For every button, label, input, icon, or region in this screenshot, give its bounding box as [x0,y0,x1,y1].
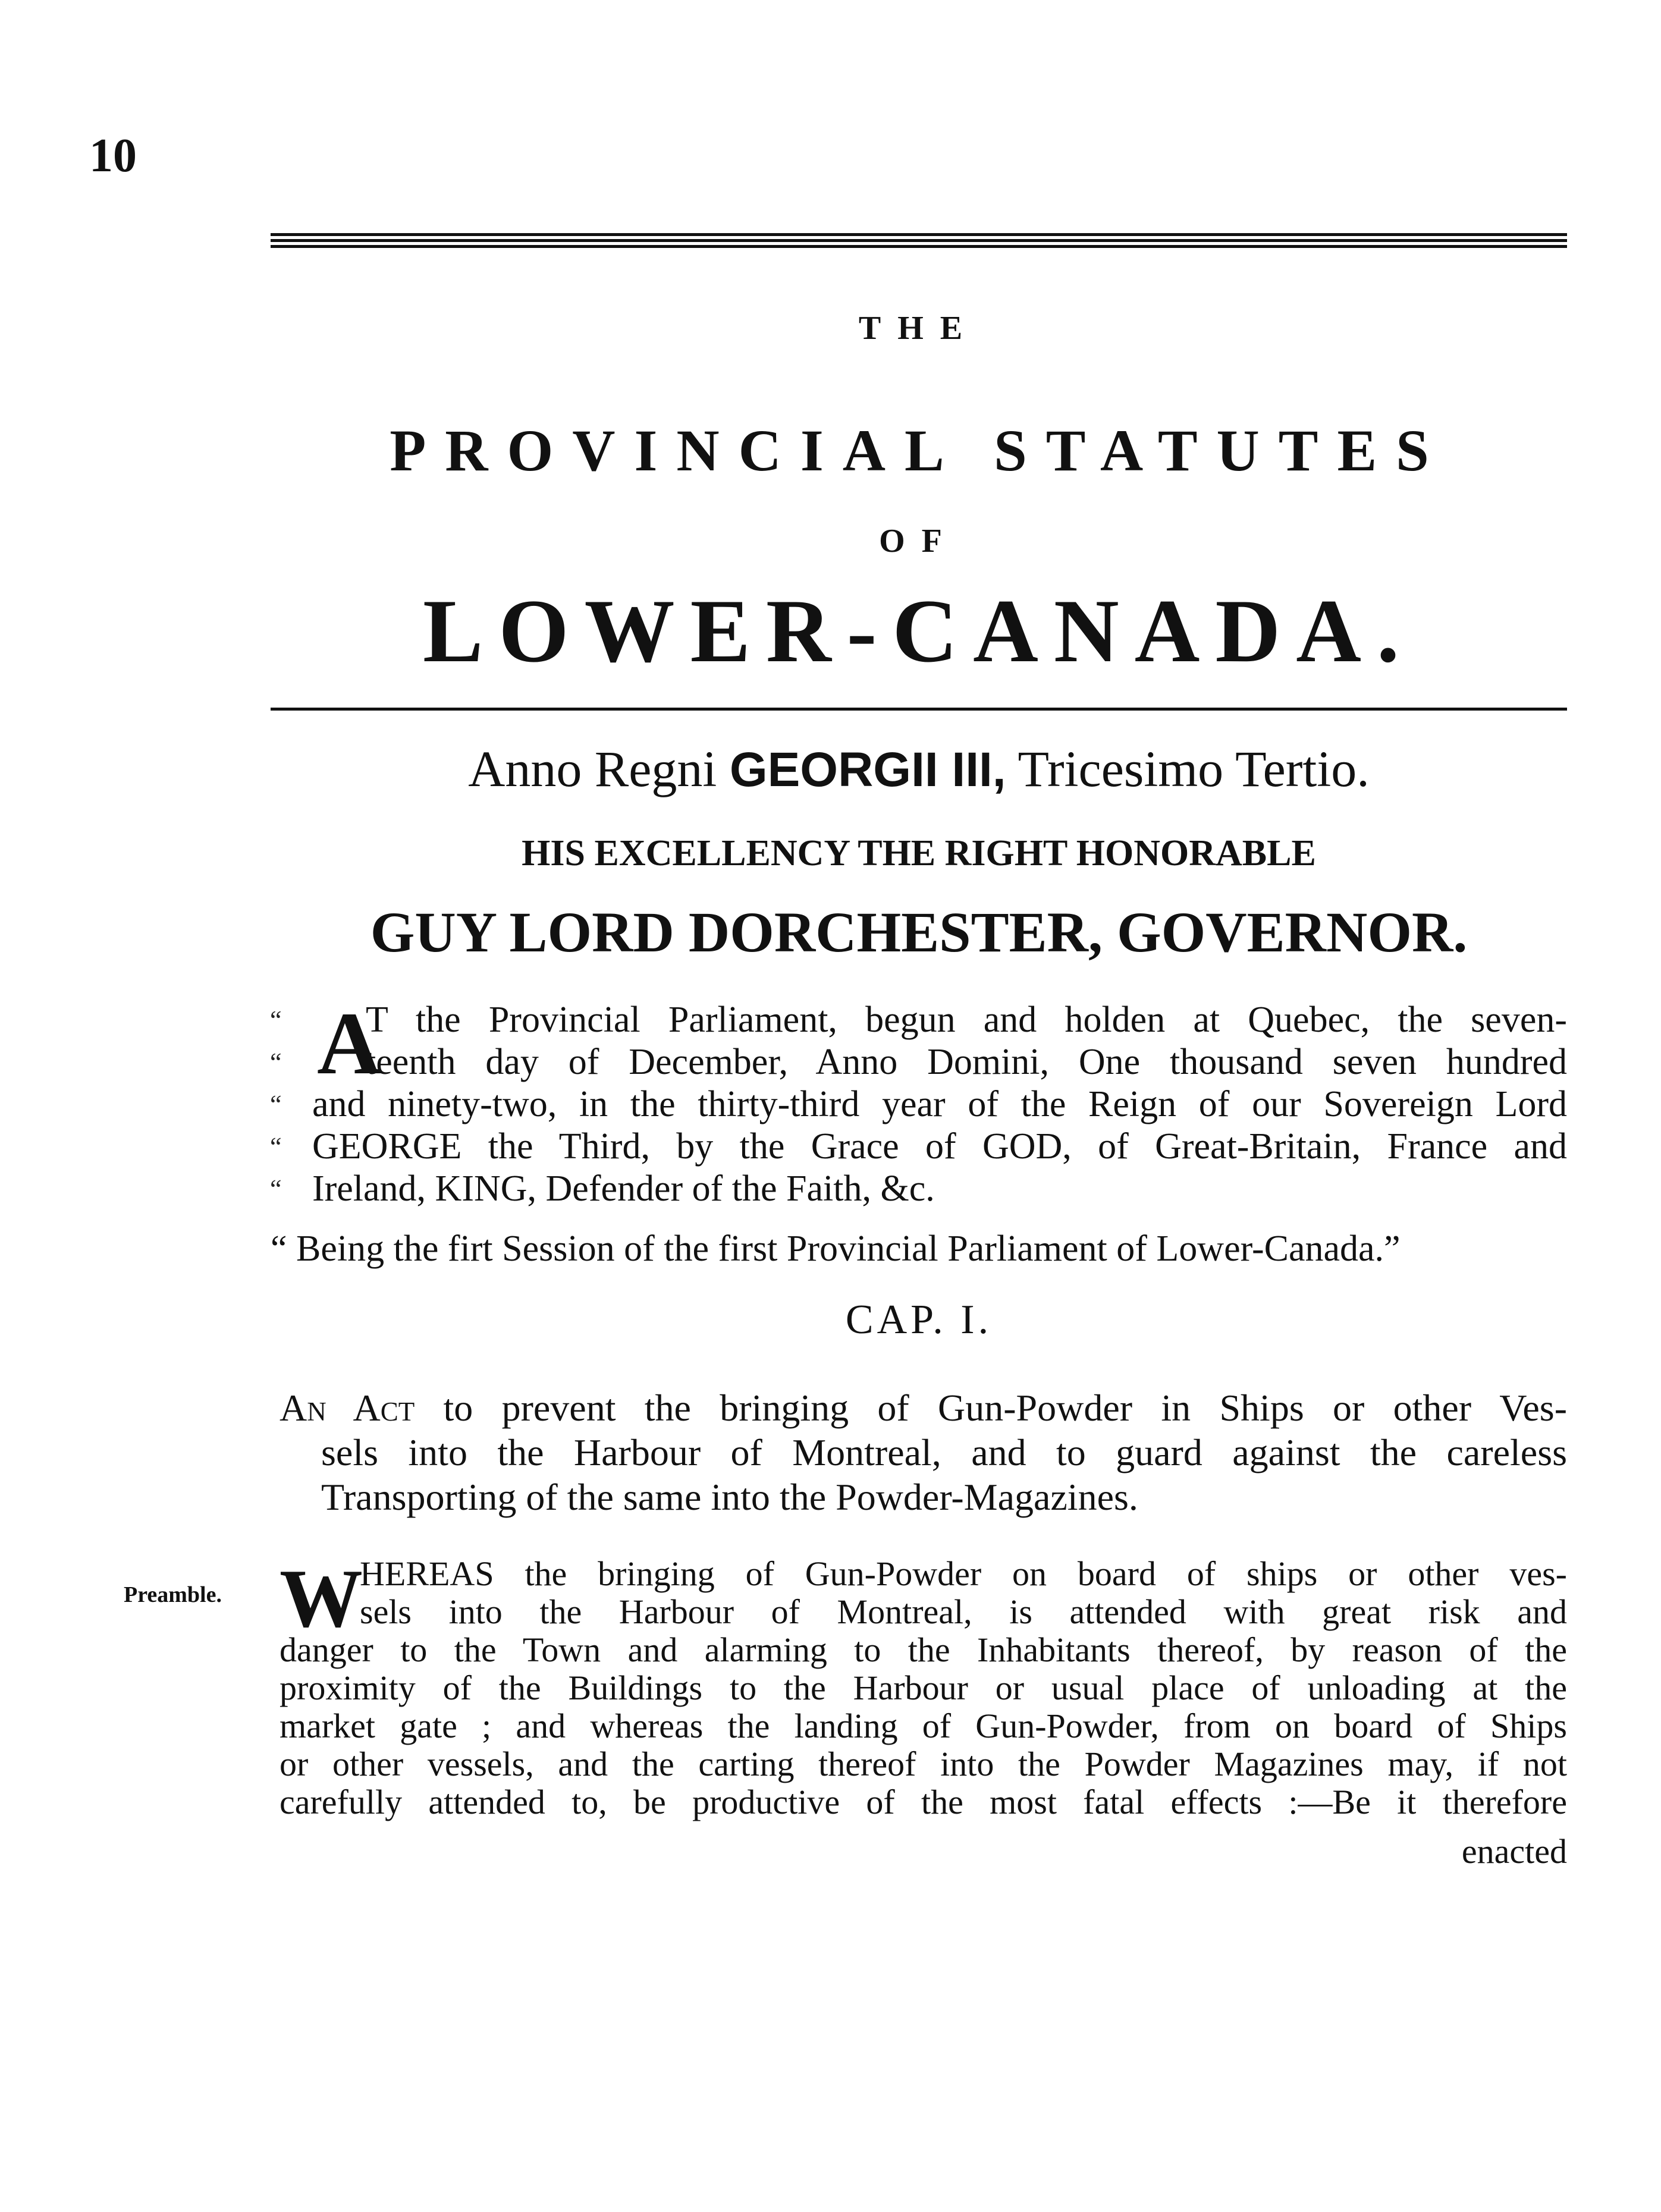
opening-line: and ninety-two, in the thirty-third year of the Reign of our Sovereign Lord [312,1084,1567,1124]
anno-prefix: Anno Regni [468,740,717,797]
title-provincial-statutes: PROVINCIAL STATUTES [390,417,1448,483]
anno-suffix: Tricesimo Tertio. [1018,740,1370,797]
whereas-line: danger to the Town and alarming to the Inhabitants thereof, by reason of the [280,1630,1567,1669]
title-the: THE [858,310,979,347]
whereas-line: proximity of the Buildings to the Harbour or usual place of unloading at the [280,1669,1567,1707]
anno-georgii: GEORGII III, [729,743,1006,797]
quote-mark: “ [270,1174,282,1204]
act-line: sels into the Harbour of Montreal, and to guard against the careless [321,1431,1567,1473]
top-double-rule [271,233,1567,253]
quote-mark: “ [270,1006,282,1035]
title-rule [271,708,1567,711]
whereas-paragraph [280,1555,1567,1821]
session-line: “ Being the firt Session of the first Provincial Parliament of Lower-Canada.” [271,1228,1401,1269]
whereas-line: or other vessels, and the carting thereof into the Powder Magazines may, if not [280,1745,1567,1783]
whereas-line: market gate ; and whereas the landing of Gun-Powder, from on board of Ships [280,1707,1567,1745]
act-lead: An Act [280,1387,415,1429]
opening-paragraph [270,994,1567,1210]
drop-cap-w: W [280,1553,363,1645]
whereas-line: sels into the Harbour of Montreal, is attended with great risk and [360,1592,1567,1631]
quote-mark: “ [270,1090,282,1119]
whereas-line: HEREAS the bringing of Gun-Powder on board of ships or other ves- [360,1554,1567,1593]
opening-line: GEORGE the Third, by the Grace of GOD, of Great-Britain, France and [312,1126,1567,1167]
quote-mark: “ [270,1048,282,1077]
opening-line: T the Provincial Parliament, begun and holden at Quebec, the seven- [366,1000,1567,1040]
whereas-line: carefully attended to, be productive of the most fatal effects :—Be it therefore [280,1783,1567,1821]
anno-regni-line [271,740,1567,797]
opening-line: Ireland, KING, Defender of the Faith, &c. [312,1168,935,1209]
chapter-heading: CAP. I. [845,1297,993,1343]
act-line: Transporting of the same into the Powder-Magazines. [321,1476,1138,1518]
opening-line: teenth day of December, Anno Domini, One thousand seven hundred [366,1042,1567,1082]
governor-line: GUY LORD DORCHESTER, GOVERNOR. [370,900,1468,964]
title-lower-canada: LOWER-CANADA. [423,581,1415,681]
page-number: 10 [89,130,137,182]
act-title [280,1385,1567,1519]
excellency-line: HIS EXCELLENCY THE RIGHT HONORABLE [522,833,1316,874]
margin-note-preamble: Preamble. [124,1582,222,1607]
act-line: An Act to prevent the bringing of Gun-Powder in Ships or other Ves- [280,1387,1568,1429]
quote-mark: “ [270,1132,282,1161]
drop-cap-a: A [317,994,382,1093]
title-of: OF [879,523,959,560]
catchword: enacted [1461,1832,1567,1871]
